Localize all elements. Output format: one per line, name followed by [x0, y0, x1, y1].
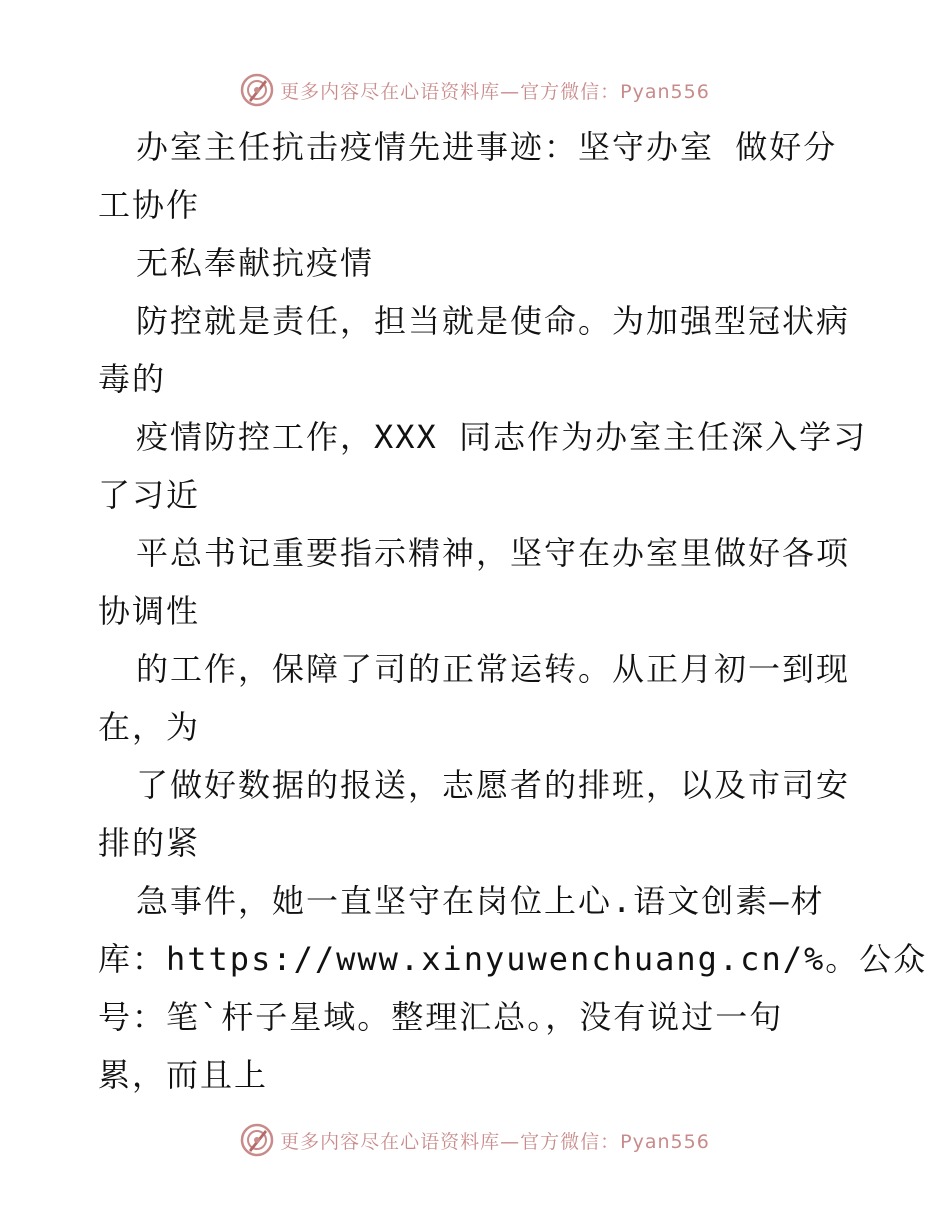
paragraph-line: 了做好数据的报送，志愿者的排班，以及市司安 — [136, 766, 851, 804]
paragraph-line: 毒的 — [98, 360, 167, 398]
paragraph-line: 急事件，她一直坚守在岗位上心.语文创素—材 — [136, 882, 825, 920]
title-line-2: 工协作 — [98, 186, 201, 224]
paragraph-line: 在，为 — [98, 708, 201, 746]
paragraph-line: 的工作，保障了司的正常运转。从正月初一到现 — [136, 650, 851, 688]
paragraph-line: 协调性 — [98, 592, 201, 630]
watermark-text: 更多内容尽在心语资料库—官方微信：Pyan556 — [280, 80, 710, 103]
paragraph-line: 号：笔`杆子星域。整理汇总。，没有说过一句 — [98, 998, 784, 1036]
watermark-text: 更多内容尽在心语资料库—官方微信：Pyan556 — [280, 1130, 710, 1153]
logo-icon — [240, 73, 274, 107]
paragraph-line: 了习近 — [98, 476, 201, 514]
footer-watermark — [0, 1120, 950, 1160]
paragraph-line: 平总书记重要指示精神，坚守在办室里做好各项 — [136, 534, 851, 572]
header-watermark — [0, 70, 950, 110]
logo-icon — [240, 1123, 274, 1157]
paragraph-line: 排的紧 — [98, 824, 201, 862]
paragraph-line: 防控就是责任，担当就是使命。为加强型冠状病 — [136, 302, 851, 340]
paragraph-line: 库：https://www.xinyuwenchuang.cn/%。公众 — [98, 940, 928, 978]
document-body — [98, 118, 928, 1104]
subtitle-line: 无私奉献抗疫情 — [136, 244, 375, 282]
paragraph-line: 累，而且上 — [98, 1056, 269, 1094]
title-line-1: 办室主任抗击疫情先进事迹：坚守办室 做好分 — [136, 128, 838, 166]
paragraph-line: 疫情防控工作，XXX 同志作为办室主任深入学习 — [136, 418, 868, 456]
